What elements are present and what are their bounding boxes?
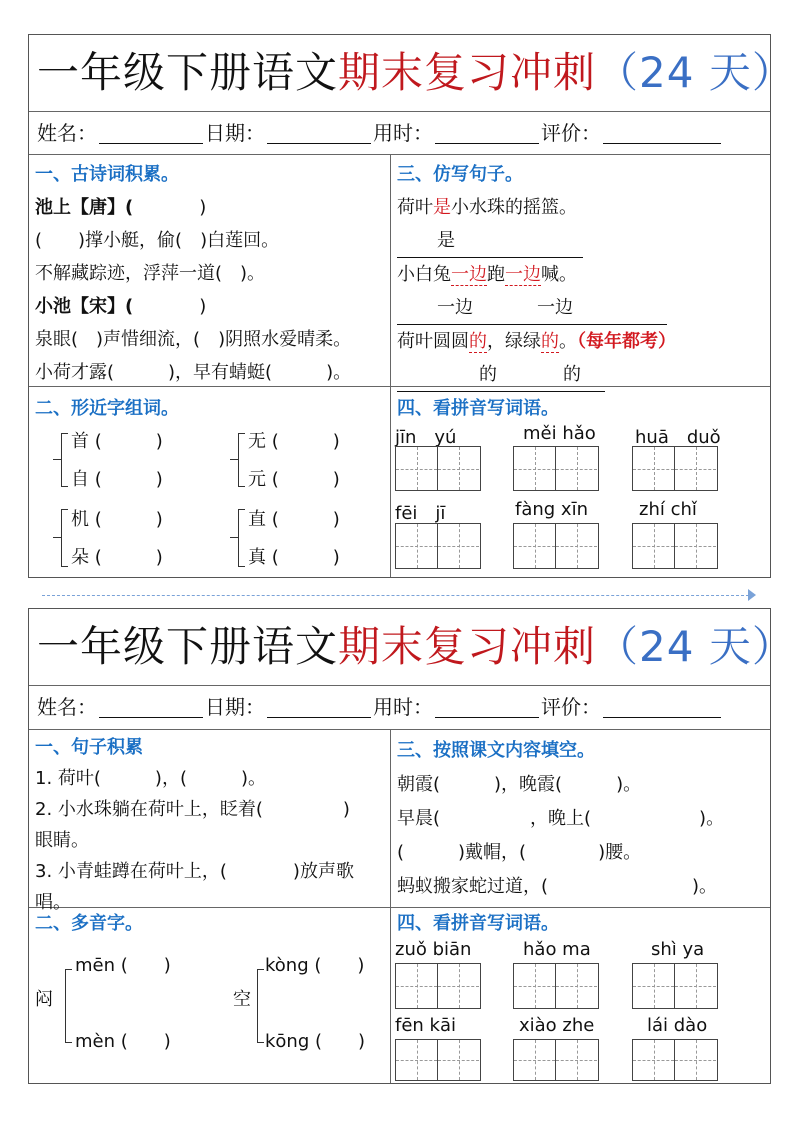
eval-label: 评价： — [541, 695, 601, 719]
divider — [390, 154, 391, 577]
eval-field[interactable] — [603, 695, 721, 718]
fill-line: 早晨( ，晚上( )。 — [397, 808, 725, 829]
writing-grid[interactable] — [513, 1039, 599, 1081]
section-sentences — [35, 732, 354, 918]
divider — [29, 154, 770, 155]
section-heading: 一、古诗词积累。 — [35, 164, 179, 185]
pinyin-label: zuǒ biān — [395, 939, 472, 960]
name-label: 姓名： — [37, 121, 97, 145]
polyphone-reading: kòng ( ) — [265, 955, 365, 976]
section-heading: 二、多音字。 — [35, 913, 143, 934]
sentence-line: 1. 荷叶( )，( )。 — [35, 768, 266, 789]
pinyin-label: lái dào — [647, 1015, 708, 1036]
info-row — [29, 685, 770, 729]
pinyin-label: hǎo ma — [523, 939, 591, 960]
date-field[interactable] — [267, 695, 371, 718]
divider — [29, 729, 770, 730]
polyphone-char: 空 — [233, 989, 251, 1010]
brace — [257, 969, 264, 1043]
name-field[interactable] — [99, 121, 203, 144]
writing-grid[interactable] — [632, 963, 718, 1009]
pinyin-label: fēi jī — [395, 503, 446, 524]
answer-line[interactable]: 的 的 — [397, 358, 676, 392]
polyphone-reading: mēn ( ) — [75, 955, 171, 976]
writing-grid[interactable] — [513, 963, 599, 1009]
arrow-icon — [748, 589, 756, 601]
pinyin-label: fàng xīn — [515, 499, 588, 520]
writing-grid[interactable] — [395, 523, 481, 569]
poem-title-line: 小池【宋】( ) — [35, 296, 207, 317]
fill-line: 蚂蚁搬家蛇过道，( )。 — [397, 876, 718, 897]
section-heading: 四、看拼音写词语。 — [397, 398, 559, 419]
writing-grid[interactable] — [632, 446, 718, 491]
poem-line: 不解藏踪迹，浮萍一道( )。 — [35, 263, 266, 284]
brace — [230, 537, 238, 538]
section-heading: 三、按照课文内容填空。 — [397, 740, 595, 761]
worksheet-title: 一年级下册语文期末复习冲刺（24 天） — [37, 622, 795, 671]
section-pinyin — [397, 907, 559, 940]
writing-grid[interactable] — [395, 963, 481, 1009]
divider — [390, 729, 391, 1083]
example-sentence: 荷叶圆圆的，绿绿的。（每年都考） — [397, 331, 676, 352]
brace — [61, 509, 68, 567]
section-heading: 三、仿写句子。 — [397, 164, 523, 185]
brace — [238, 433, 245, 487]
polyphone-char: 闷 — [35, 989, 53, 1010]
pinyin-label: xiào zhe — [519, 1015, 595, 1036]
worksheet-card-2 — [28, 608, 795, 1084]
name-label: 姓名： — [37, 695, 97, 719]
time-label: 用时： — [373, 121, 433, 145]
section-polyphones — [35, 907, 143, 940]
example-sentence: 小白兔一边跑一边喊。 — [397, 264, 577, 285]
section-heading: 一、句子积累 — [35, 737, 143, 758]
poem-title-line: 池上【唐】( ) — [35, 197, 207, 218]
pinyin-label: jīn yú — [395, 427, 457, 448]
poem-line: ( )撑小艇，偷( )白莲回。 — [35, 230, 280, 251]
poem-line: 泉眼( )声惜细流，( )阴照水爱晴柔。 — [35, 329, 352, 350]
example-sentence: 荷叶是小水珠的摇篮。 — [397, 197, 577, 218]
brace — [61, 433, 68, 487]
sentence-line: 唱。 — [35, 892, 71, 913]
section-fill-blanks — [397, 734, 724, 904]
brace — [230, 459, 238, 460]
writing-grid[interactable] — [632, 1039, 718, 1081]
polyphone-reading: kōng ( ) — [265, 1031, 366, 1052]
answer-line[interactable]: 一边 一边 — [397, 291, 676, 325]
section-poems — [35, 158, 351, 389]
writing-grid[interactable] — [513, 523, 599, 569]
sentence-line: 眼睛。 — [35, 830, 89, 851]
pinyin-label: fēn kāi — [395, 1015, 456, 1036]
date-label: 日期： — [205, 121, 265, 145]
writing-grid[interactable] — [513, 446, 599, 491]
section-heading: 四、看拼音写词语。 — [397, 913, 559, 934]
sentence-line: 3. 小青蛙蹲在荷叶上，( )放声歌 — [35, 861, 354, 882]
date-label: 日期： — [205, 695, 265, 719]
pinyin-label: huā duǒ — [635, 427, 721, 448]
poem-line: 小荷才露( )，早有蜻蜓( )。 — [35, 362, 352, 383]
char-pair: 机 ( ) 朵 ( ) — [71, 509, 163, 568]
time-field[interactable] — [435, 121, 539, 144]
char-pair: 直 ( ) 真 ( ) — [248, 509, 340, 568]
section-imitate — [397, 158, 676, 392]
worksheet-card-1 — [28, 34, 795, 578]
worksheet-title: 一年级下册语文期末复习冲刺（24 天） — [37, 48, 795, 97]
polyphone-reading: mèn ( ) — [75, 1031, 171, 1052]
writing-grid[interactable] — [395, 1039, 481, 1081]
pinyin-label: zhí chǐ — [639, 499, 697, 520]
eval-field[interactable] — [603, 121, 721, 144]
section-heading: 二、形近字组词。 — [35, 398, 179, 419]
brace — [53, 459, 61, 460]
pinyin-label: měi hǎo — [523, 423, 596, 444]
eval-label: 评价： — [541, 121, 601, 145]
fill-line: 朝霞( )，晚霞( )。 — [397, 774, 642, 795]
brace — [65, 969, 72, 1043]
fill-line: ( )戴帽，( )腰。 — [397, 842, 642, 863]
sentence-line: 2. 小水珠躺在荷叶上，眨着( ) — [35, 799, 350, 820]
time-label: 用时： — [373, 695, 433, 719]
section-similar-chars — [35, 392, 179, 425]
name-field[interactable] — [99, 695, 203, 718]
writing-grid[interactable] — [395, 446, 481, 491]
section-pinyin — [397, 392, 559, 425]
char-pair: 首 ( ) 自 ( ) — [71, 431, 163, 490]
time-field[interactable] — [435, 695, 539, 718]
dashed-separator — [42, 595, 754, 596]
pinyin-label: shì ya — [651, 939, 705, 960]
writing-grid[interactable] — [632, 523, 718, 569]
char-pair: 无 ( ) 元 ( ) — [248, 431, 340, 490]
date-field[interactable] — [267, 121, 371, 144]
answer-line[interactable]: 是 — [397, 224, 676, 258]
brace — [53, 537, 61, 538]
info-row — [29, 111, 770, 155]
brace — [238, 509, 245, 567]
